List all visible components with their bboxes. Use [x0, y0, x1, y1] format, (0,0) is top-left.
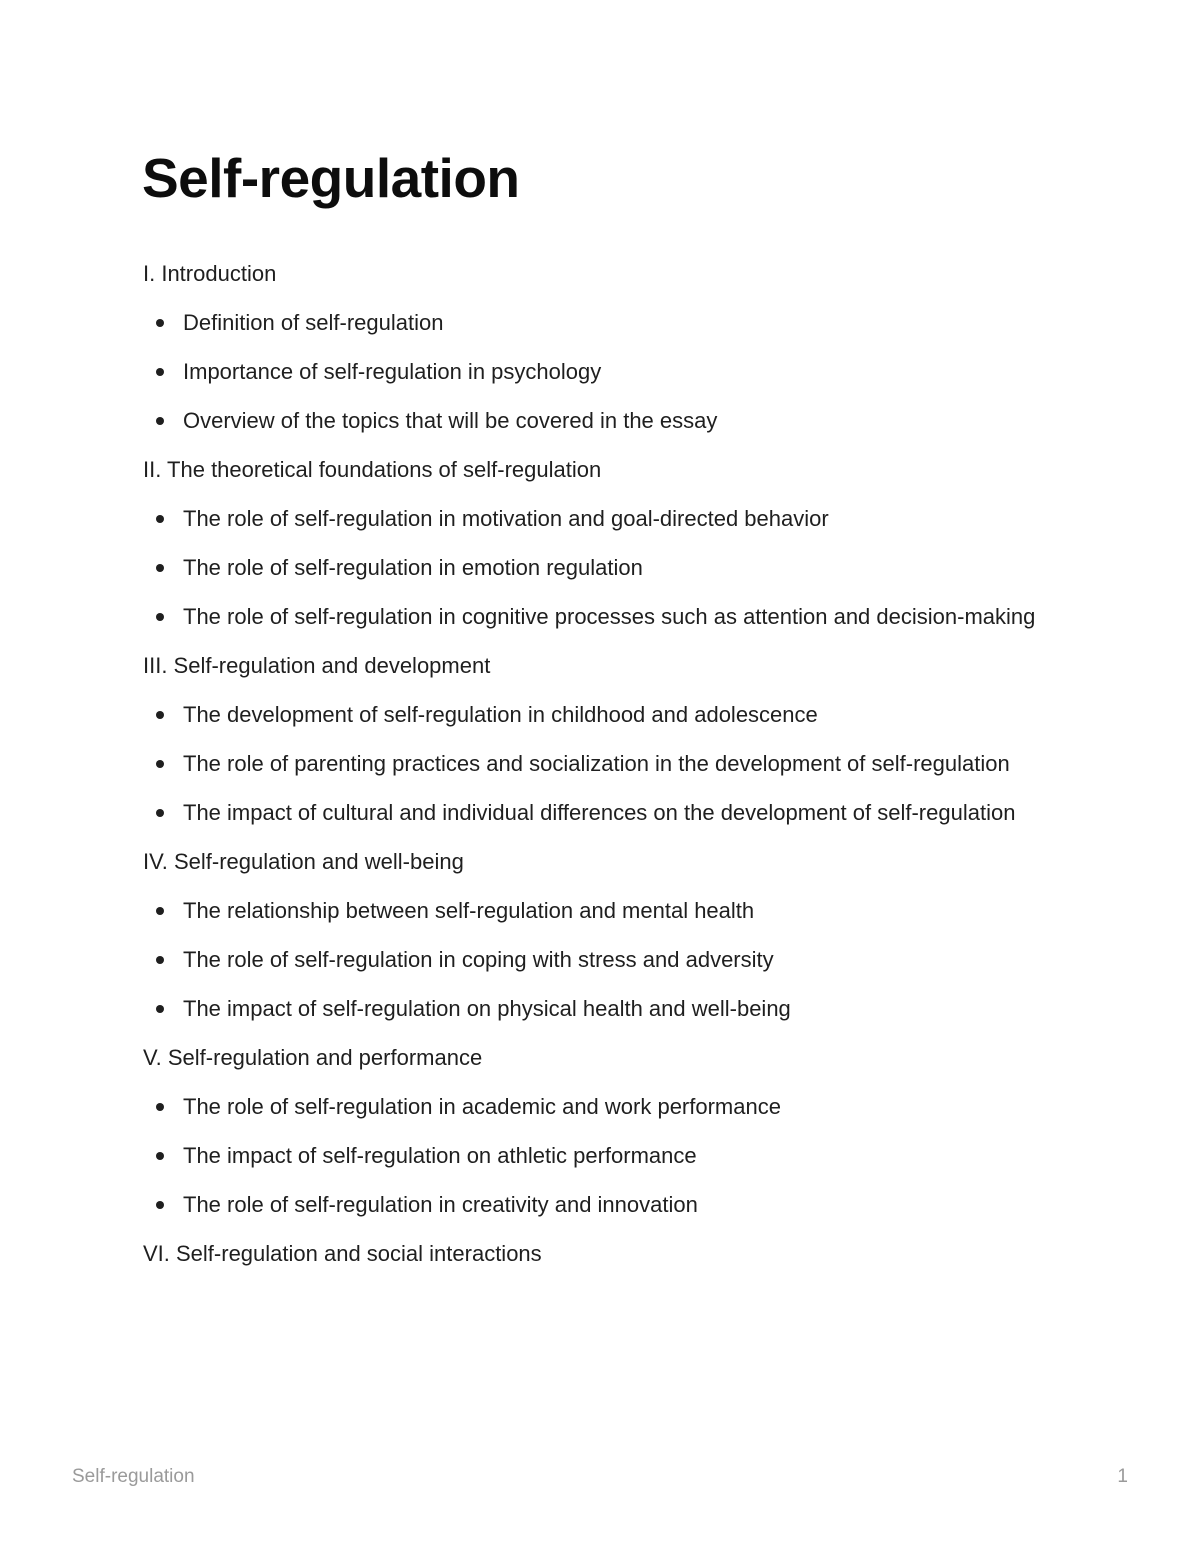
bullet-item: The impact of self-regulation on athletic performance	[143, 1138, 1043, 1173]
section-heading: VI. Self-regulation and social interactions	[143, 1241, 542, 1266]
bullet-list	[143, 697, 1043, 830]
outline-section	[143, 1236, 1043, 1271]
bullet-item: The role of self-regulation in motivation and goal-directed behavior	[143, 501, 1043, 536]
section-heading: II. The theoretical foundations of self-regulation	[143, 457, 602, 482]
section-heading: V. Self-regulation and performance	[143, 1045, 483, 1070]
bullet-item: The development of self-regulation in childhood and adolescence	[143, 697, 1043, 732]
section-heading: I. Introduction	[143, 261, 277, 286]
bullet-item: Importance of self-regulation in psychology	[143, 354, 1043, 389]
bullet-item: The role of self-regulation in coping with stress and adversity	[143, 942, 1043, 977]
section-heading: III. Self-regulation and development	[143, 653, 491, 678]
bullet-list	[143, 893, 1043, 1026]
bullet-item: Definition of self-regulation	[143, 305, 1043, 340]
outline	[143, 256, 1043, 1285]
bullet-item: Overview of the topics that will be covered in the essay	[143, 403, 1043, 438]
bullet-item: The relationship between self-regulation and mental health	[143, 893, 1043, 928]
bullet-list	[143, 305, 1043, 438]
bullet-item: The impact of self-regulation on physical health and well-being	[143, 991, 1043, 1026]
bullet-item: The role of self-regulation in creativity and innovation	[143, 1187, 1043, 1222]
outline-section	[143, 1040, 1043, 1222]
bullet-item: The role of self-regulation in emotion regulation	[143, 550, 1043, 585]
outline-section	[143, 452, 1043, 634]
bullet-item: The impact of cultural and individual differences on the development of self-regulation	[143, 795, 1043, 830]
bullet-item: The role of self-regulation in cognitive processes such as attention and decision-making	[143, 599, 1043, 634]
footer-title: Self-regulation	[72, 1466, 195, 1487]
bullet-item: The role of self-regulation in academic and work performance	[143, 1089, 1043, 1124]
footer-page-number: 1	[1117, 1466, 1128, 1487]
section-heading: IV. Self-regulation and well-being	[143, 849, 464, 874]
bullet-list	[143, 1089, 1043, 1222]
outline-section	[143, 256, 1043, 438]
outline-section	[143, 648, 1043, 830]
bullet-list	[143, 501, 1043, 634]
page-title: Self-regulation	[142, 147, 520, 209]
bullet-item: The role of parenting practices and socialization in the development of self-regulation	[143, 746, 1043, 781]
outline-section	[143, 844, 1043, 1026]
